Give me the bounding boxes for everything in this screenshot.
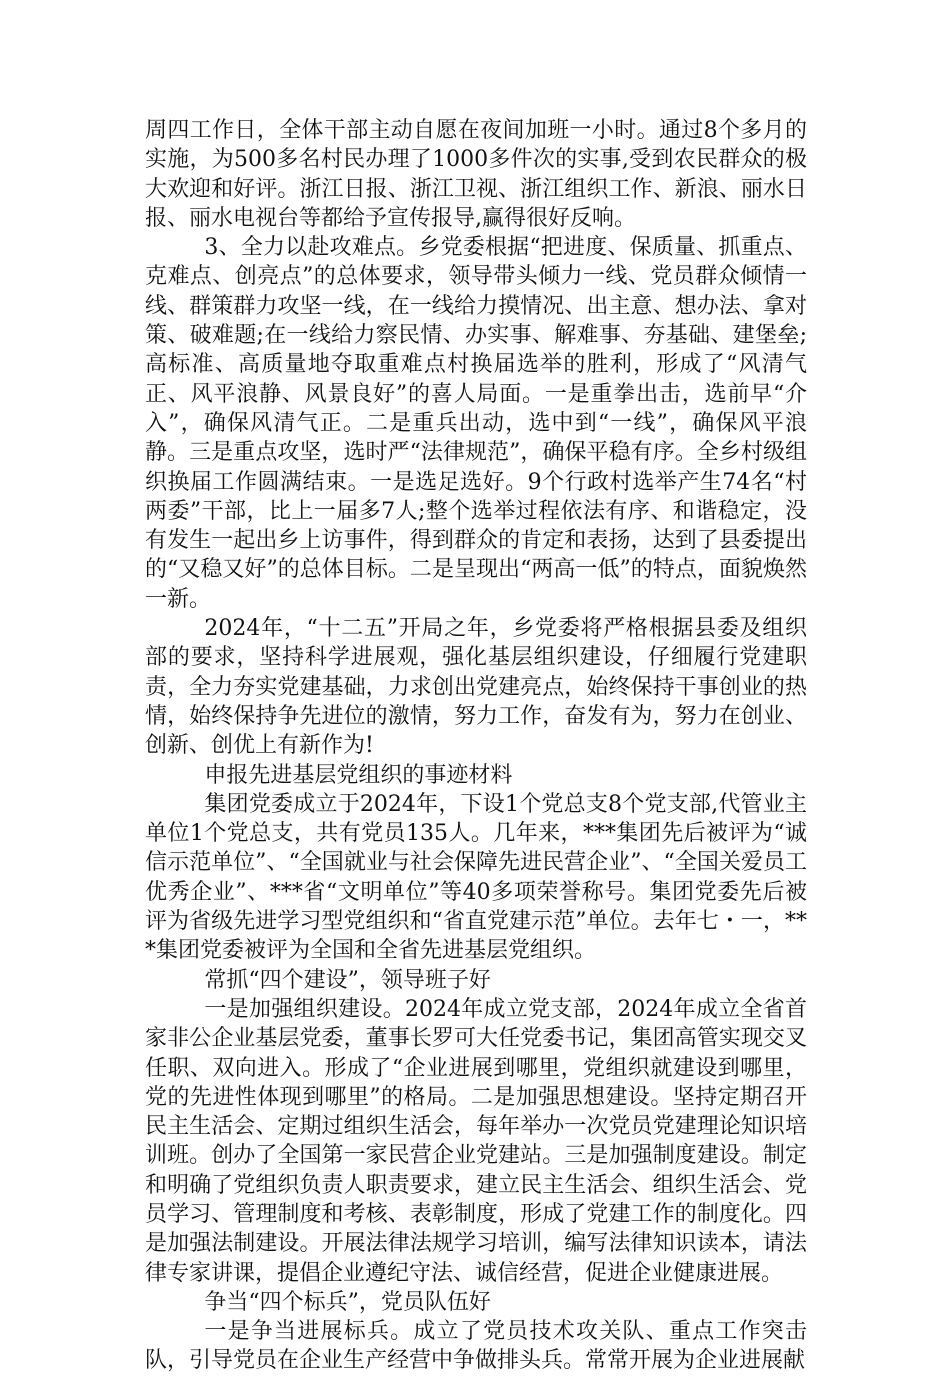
section-heading-application-title: 申报先进基层党组织的事迹材料 bbox=[204, 762, 513, 788]
paragraph-continued: 周四工作日，全体干部主动自愿在夜间加班一小时。通过8个多月的实施，为500多名村民办理了1000多件次的实事,受到农民群众的极大欢迎和好评。浙江日报、浙江卫视、浙江组织工作、新浪、丽水日报、丽水电视台等都给予宣传报导,赢得很好反响。 bbox=[145, 118, 807, 231]
paragraph-tackle-difficulties: 3、全力以赴攻难点。乡党委根据“把进度、保质量、抓重点、克难点、创亮点”的总体要求，领导带头倾力一线、党员群众倾情一线、群策群力攻坚一线，在一线给力摸情况、出主意、想办法、拿对策、破难题;在一线给力察民情、办实事、解难事、夯基础、建堡垒;高标准、高质量地夺取重难点村换届选举的胜利，形成了“风清气正、风平浪静、风景良好”的喜人局面。一是重拳出击，选前早“介入”，确保风清气正。二是重兵出动，选中到“一线”，确保风平浪静。三是重点攻坚，选时严“法律规范”，确保平稳有序。全乡村级组织换届工作圆满结束。一是选足选好。9个行政村选举产生74名“村两委”干部，比上一届多7人;整个选举过程依法有序、和谐稳定，没有发生一起出乡上访事件，得到群众的肯定和表扬，达到了县委提出的“又稳又好”的总体目标。二是呈现出“两高一低”的特点，面貌焕然一新。 bbox=[145, 235, 807, 612]
section-heading-four-models: 争当“四个标兵”，党员队伍好 bbox=[204, 1289, 491, 1315]
paragraph-2024-plan: 2024年，“十二五”开局之年，乡党委将严格根据县委及组织部的要求，坚持科学进展观，强化基层组织建设，仔细履行党建职责，全力夯实党建基础，力求创出党建亮点，始终保持干事创业的热情，始终保持争先进位的激情，努力工作，奋发有为，努力在创业、创新、创优上有新作为! bbox=[145, 616, 807, 759]
section-heading-four-constructions: 常抓“四个建设”，领导班子好 bbox=[204, 967, 491, 993]
paragraph-group-intro: 集团党委成立于2024年，下设1个党总支8个党支部,代管业主单位1个党总支，共有党员135人。几年来，***集团先后被评为“诚信示范单位”、“全国就业与社会保障先进民营企业”、“全国关爱员工优秀企业”、***省“文明单位”等40多项荣誉称号。集团党委先后被评为省级先进学习型党组织和“省直党建示范”单位。去年七・一，***集团党委被评为全国和全省先进基层党组织。 bbox=[145, 791, 807, 964]
paragraph-four-constructions: 一是加强组织建设。2024年成立党支部，2024年成立全省首家非公企业基层党委，董事长罗可大任党委书记，集团高管实现交叉任职、双向进入。形成了“企业进展到哪里，党组织就建设到哪里，党的先进性体现到哪里”的格局。二是加强思想建设。坚持定期召开民主生活会、定期过组织生活会，每年举办一次党员党建理论知识培训班。创办了全国第一家民营企业党建站。三是加强制度建设。制定和明确了党组织负责人职责要求，建立民主生活会、组织生活会、党员学习、管理制度和考核、表彰制度，形成了党建工作的制度化。四是加强法制建设。开展法律法规学习培训，编写法律知识读本，请法律专家讲课，提倡企业遵纪守法、诚信经营，促进企业健康进展。 bbox=[145, 996, 807, 1286]
paragraph-four-models: 一是争当进展标兵。成立了党员技术攻关队、重点工作突击队，引导党员在企业生产经营中争做排头兵。常常开展为企业进展献 bbox=[145, 1319, 807, 1374]
document-page bbox=[145, 116, 807, 1376]
